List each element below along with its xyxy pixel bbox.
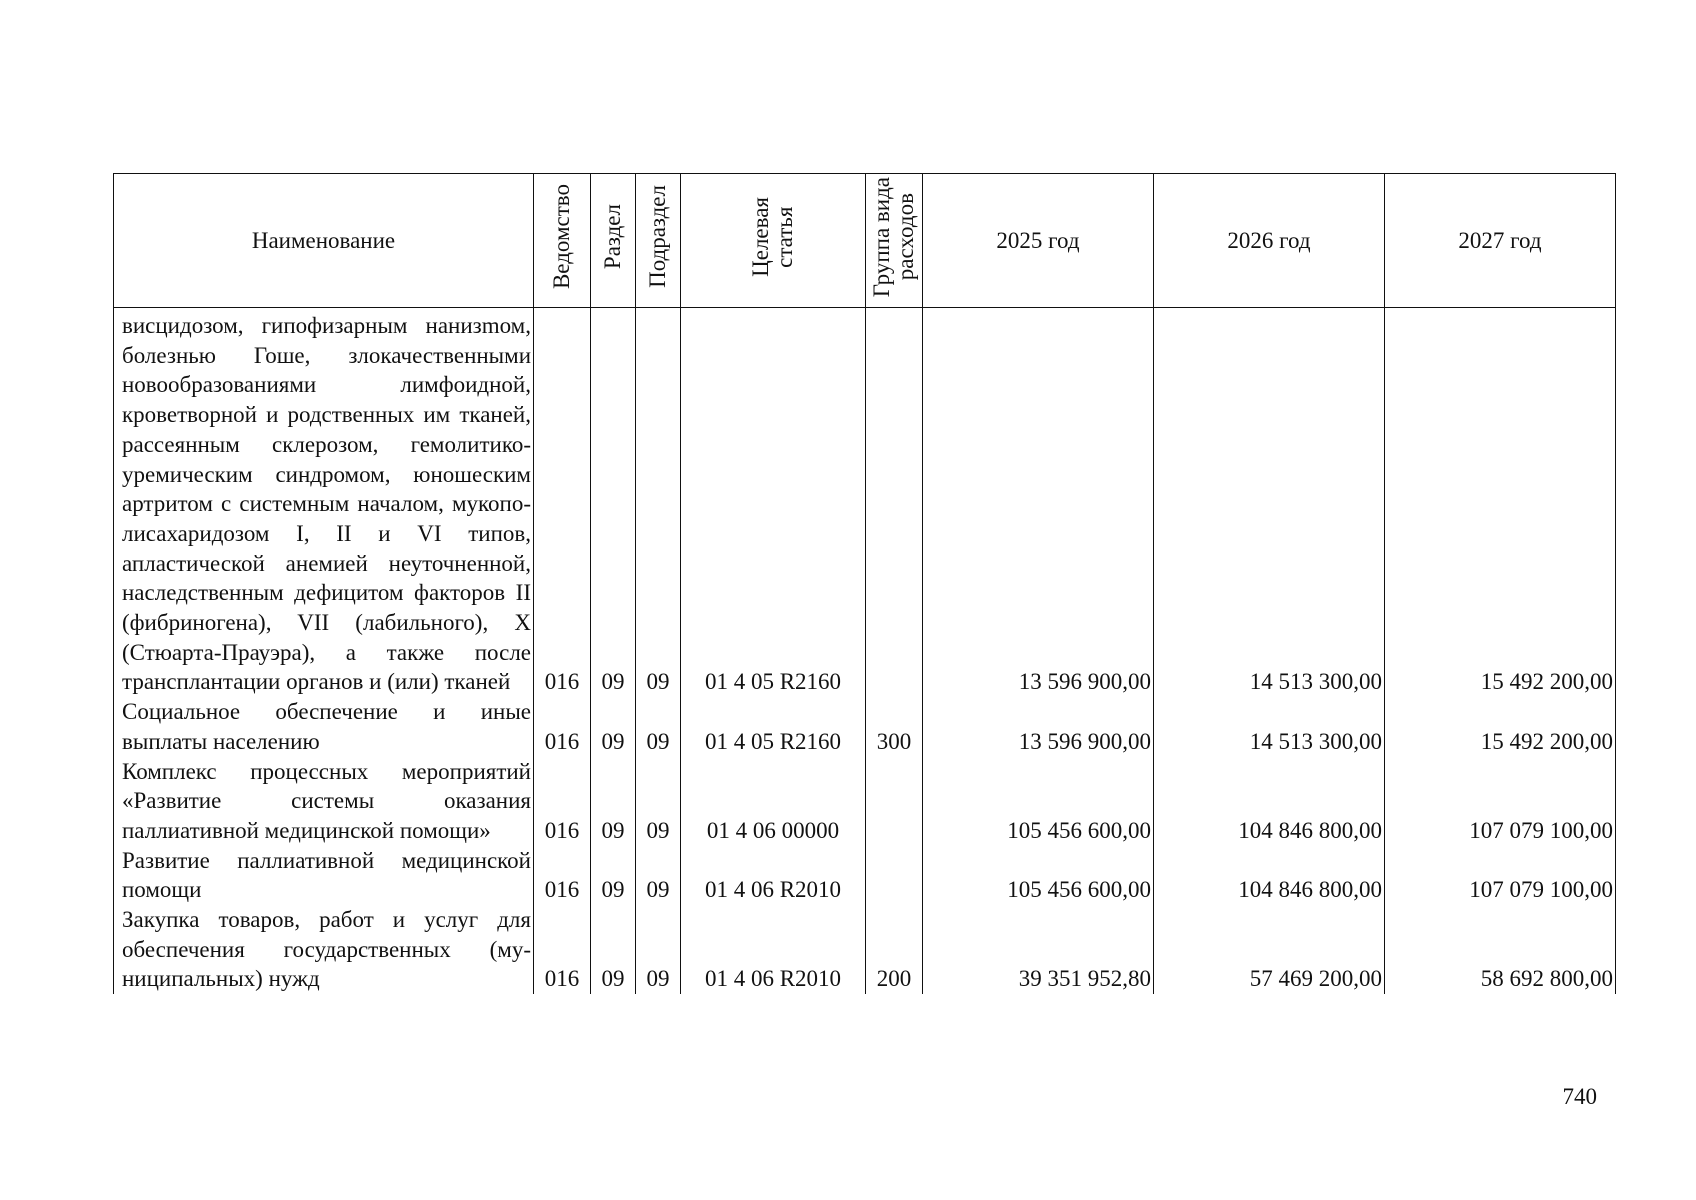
header-name: Наименование <box>114 174 534 308</box>
row-section: 09 <box>591 846 636 905</box>
row-dept: 016 <box>534 308 591 698</box>
row-2025: 105 456 600,00 <box>923 757 1154 846</box>
row-dept: 016 <box>534 905 591 994</box>
row-subsection: 09 <box>636 308 681 698</box>
row-target: 01 4 05 R2160 <box>681 308 866 698</box>
header-2027: 2027 год <box>1385 174 1616 308</box>
row-2025: 105 456 600,00 <box>923 846 1154 905</box>
header-2026: 2026 год <box>1154 174 1385 308</box>
row-group: 200 <box>866 905 923 994</box>
row-group: 300 <box>866 697 923 756</box>
row-2026: 104 846 800,00 <box>1154 846 1385 905</box>
row-2027: 15 492 200,00 <box>1385 697 1616 756</box>
header-dept: Ведомство <box>534 174 591 308</box>
row-group <box>866 308 923 698</box>
table-row <box>114 757 1616 846</box>
row-name: Социальное обеспечение и иные выплаты населению <box>114 697 534 756</box>
row-2027: 107 079 100,00 <box>1385 846 1616 905</box>
row-2026: 14 513 300,00 <box>1154 308 1385 698</box>
row-name: висцидозом, гипофизарным нанизmом, болезнью Гоше, злокачественными новообразованиями лимфоидной, кроветворной и родственных им тканей, рассеянным склерозом, гемолитико-уремическим синдромом, юношеским артритом с системным началом, мукополисахаридозом I, II и VI типов, апластической анемией неуточненной, наследственным дефицитом факторов II (фибриногена), VII (лабильного), X (Стюарта-Прауэра), а также после трансплантации органов и (или) тканей <box>114 308 534 698</box>
row-subsection: 09 <box>636 905 681 994</box>
row-2027: 58 692 800,00 <box>1385 905 1616 994</box>
row-subsection: 09 <box>636 846 681 905</box>
row-section: 09 <box>591 757 636 846</box>
row-group <box>866 757 923 846</box>
row-2026: 57 469 200,00 <box>1154 905 1385 994</box>
row-name: Комплекс процессных мероприятий «Развитие системы оказания паллиативной медицинской помощи» <box>114 757 534 846</box>
header-group: Группа вида расходов <box>866 174 923 308</box>
row-dept: 016 <box>534 757 591 846</box>
row-section: 09 <box>591 697 636 756</box>
header-subsection: Подраздел <box>636 174 681 308</box>
table-row <box>114 846 1616 905</box>
header-2025: 2025 год <box>923 174 1154 308</box>
row-dept: 016 <box>534 697 591 756</box>
row-target: 01 4 06 R2010 <box>681 905 866 994</box>
row-group <box>866 846 923 905</box>
row-target: 01 4 05 R2160 <box>681 697 866 756</box>
row-2025: 13 596 900,00 <box>923 697 1154 756</box>
row-2027: 15 492 200,00 <box>1385 308 1616 698</box>
row-subsection: 09 <box>636 697 681 756</box>
row-section: 09 <box>591 905 636 994</box>
header-target: Целевая статья <box>681 174 866 308</box>
row-subsection: 09 <box>636 757 681 846</box>
row-section: 09 <box>591 308 636 698</box>
row-2027: 107 079 100,00 <box>1385 757 1616 846</box>
header-section: Раздел <box>591 174 636 308</box>
table-row <box>114 308 1616 698</box>
row-2026: 104 846 800,00 <box>1154 757 1385 846</box>
row-name: Закупка товаров, работ и услуг для обеспечения государственных (муниципальных) нужд <box>114 905 534 994</box>
page-number: 740 <box>1562 1084 1597 1109</box>
header-row <box>114 174 1616 308</box>
row-target: 01 4 06 R2010 <box>681 846 866 905</box>
row-target: 01 4 06 00000 <box>681 757 866 846</box>
row-2025: 39 351 952,80 <box>923 905 1154 994</box>
row-name: Развитие паллиативной медицинской помощи <box>114 846 534 905</box>
row-2026: 14 513 300,00 <box>1154 697 1385 756</box>
row-2025: 13 596 900,00 <box>923 308 1154 698</box>
table-row <box>114 905 1616 994</box>
table-row <box>114 697 1616 756</box>
row-dept: 016 <box>534 846 591 905</box>
budget-table <box>113 173 1616 994</box>
